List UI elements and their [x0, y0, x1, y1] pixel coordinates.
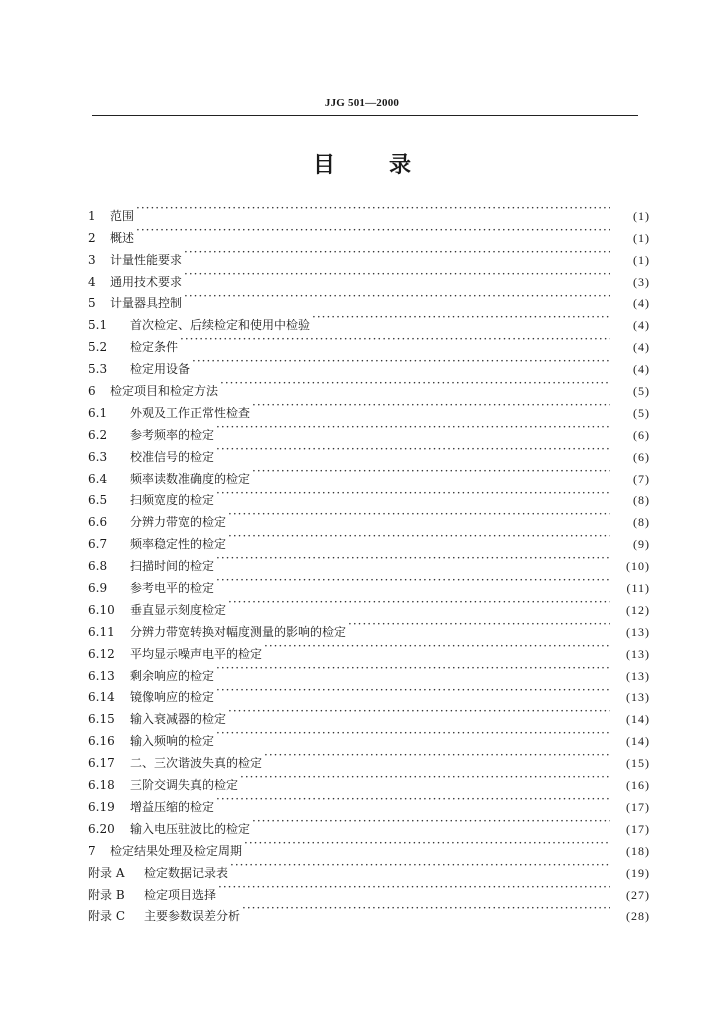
toc-leader-dots	[250, 461, 610, 483]
toc-entry-label: 主要参数误差分析	[144, 909, 241, 924]
toc-entry-number: 6.14	[88, 690, 115, 705]
toc-entry-page: (11)	[626, 581, 650, 596]
toc-entry-label: 检定用设备	[130, 362, 191, 377]
toc-entry-number: 6.3	[88, 449, 108, 464]
toc-leader-dots	[182, 286, 610, 308]
toc-entry-label: 频率稳定性的检定	[130, 537, 227, 552]
toc-entry-page: (15)	[626, 756, 650, 771]
toc-entry-page: (28)	[626, 909, 650, 924]
toc-entry-number: 6.6	[88, 515, 108, 530]
toc-entry-page: (14)	[626, 712, 650, 727]
toc-entry-page: (12)	[626, 602, 650, 617]
toc-entry-page: (19)	[626, 865, 650, 880]
toc-entry-label: 二、三次谐波失真的检定	[130, 756, 263, 771]
toc-entry-label: 计量性能要求	[110, 252, 183, 267]
toc-entry-number: 6.1	[88, 405, 108, 420]
toc-entry-number: 6.11	[88, 624, 115, 639]
table-of-contents	[88, 198, 650, 924]
toc-leader-dots	[250, 395, 610, 417]
toc-entry-page: (1)	[633, 252, 650, 267]
toc-entry-label: 三阶交调失真的检定	[130, 778, 239, 793]
toc-entry-page: (4)	[633, 296, 650, 311]
toc-entry-page: (4)	[633, 362, 650, 377]
toc-entry-label: 分辨力带宽的检定	[130, 515, 227, 530]
toc-entry-label: 参考频率的检定	[130, 427, 215, 442]
toc-entry[interactable]	[88, 242, 650, 267]
toc-entry-page: (4)	[633, 318, 650, 333]
toc-leader-dots	[214, 439, 610, 461]
toc-entry-page: (13)	[626, 646, 650, 661]
toc-entry-number: 5	[88, 296, 96, 311]
toc-entry[interactable]	[88, 220, 650, 245]
toc-leader-dots	[346, 614, 610, 636]
toc-entry-page: (6)	[633, 427, 650, 442]
toc-leader-dots	[134, 198, 610, 220]
document-header: JJG 501—2000	[324, 97, 400, 109]
toc-entry-label: 平均显示噪声电平的检定	[130, 646, 263, 661]
toc-entry-label: 镜像响应的检定	[130, 690, 215, 705]
toc-entry-label: 首次检定、后续检定和使用中检验	[130, 318, 311, 333]
toc-leader-dots	[214, 548, 610, 570]
toc-leader-dots	[226, 526, 610, 548]
toc-leader-dots	[226, 592, 610, 614]
toc-entry-number: 附录 C	[88, 909, 125, 924]
toc-entry-label: 计量器具控制	[110, 296, 183, 311]
toc-title-char-2: 录	[389, 153, 412, 178]
toc-entry-page: (10)	[626, 559, 650, 574]
toc-leader-dots	[178, 329, 610, 351]
toc-entry-number: 5.2	[88, 340, 108, 355]
toc-entry-label: 检定项目选择	[144, 887, 217, 902]
toc-entry-label: 外观及工作正常性检查	[130, 405, 251, 420]
toc-entry-number: 6.7	[88, 537, 108, 552]
toc-entry[interactable]	[88, 198, 650, 223]
toc-leader-dots	[240, 899, 610, 921]
toc-entry-label: 校准信号的检定	[130, 449, 215, 464]
toc-entry-label: 检定结果处理及检定周期	[110, 843, 243, 858]
toc-entry-number: 6.18	[88, 778, 115, 793]
toc-entry-number: 6.5	[88, 493, 108, 508]
toc-entry-number: 6.2	[88, 427, 108, 442]
toc-leader-dots	[214, 483, 610, 505]
toc-entry-page: (17)	[626, 799, 650, 814]
toc-entry-page: (13)	[626, 668, 650, 683]
toc-entry-label: 剩余响应的检定	[130, 668, 215, 683]
toc-entry-page: (18)	[626, 843, 650, 858]
toc-entry-number: 附录 A	[88, 865, 125, 880]
toc-leader-dots	[182, 242, 610, 264]
toc-entry-page: (27)	[626, 887, 650, 902]
toc-entry-number: 6.12	[88, 646, 115, 661]
toc-entry-number: 1	[88, 208, 96, 223]
toc-leader-dots	[214, 417, 610, 439]
toc-entry-number: 6.9	[88, 581, 108, 596]
toc-entry-page: (13)	[626, 690, 650, 705]
toc-entry-label: 范围	[110, 208, 135, 223]
toc-entry-page: (8)	[633, 493, 650, 508]
toc-entry-label: 输入电压驻波比的检定	[130, 821, 251, 836]
toc-entry-page: (5)	[633, 384, 650, 399]
toc-entry-label: 通用技术要求	[110, 274, 183, 289]
toc-entry-label: 分辨力带宽转换对幅度测量的影响的检定	[130, 624, 347, 639]
toc-leader-dots	[134, 220, 610, 242]
toc-entry-number: 6.17	[88, 756, 115, 771]
toc-leader-dots	[214, 789, 610, 811]
toc-entry-label: 扫描时间的检定	[130, 559, 215, 574]
toc-entry-label: 输入频响的检定	[130, 734, 215, 749]
toc-entry-page: (6)	[633, 449, 650, 464]
toc-entry-label: 参考电平的检定	[130, 581, 215, 596]
toc-title	[0, 148, 724, 179]
toc-entry-label: 检定条件	[130, 340, 179, 355]
toc-entry-number: 3	[88, 252, 96, 267]
toc-entry-label: 概述	[110, 230, 135, 245]
toc-entry-number: 5.3	[88, 362, 108, 377]
toc-leader-dots	[238, 767, 610, 789]
toc-entry-page: (4)	[633, 340, 650, 355]
toc-leader-dots	[190, 351, 610, 373]
toc-entry-page: (1)	[633, 230, 650, 245]
toc-entry-number: 6.13	[88, 668, 115, 683]
toc-entry-number: 6.4	[88, 471, 108, 486]
toc-leader-dots	[262, 636, 610, 658]
toc-entry-label: 频率读数准确度的检定	[130, 471, 251, 486]
toc-entry-page: (14)	[626, 734, 650, 749]
toc-leader-dots	[262, 745, 610, 767]
toc-entry-page: (8)	[633, 515, 650, 530]
toc-entry-page: (9)	[633, 537, 650, 552]
toc-entry-page: (17)	[626, 821, 650, 836]
toc-leader-dots	[214, 570, 610, 592]
toc-entry-number: 6.15	[88, 712, 115, 727]
toc-leader-dots	[250, 811, 610, 833]
toc-entry-label: 检定数据记录表	[144, 865, 229, 880]
toc-entry-number: 6.8	[88, 559, 108, 574]
header-rule	[92, 115, 638, 116]
toc-entry-label: 增益压缩的检定	[130, 799, 215, 814]
toc-entry-number: 6.19	[88, 799, 115, 814]
toc-leader-dots	[226, 701, 610, 723]
toc-leader-dots	[214, 658, 610, 680]
toc-entry-number: 6.20	[88, 821, 115, 836]
toc-leader-dots	[310, 307, 610, 329]
toc-entry-page: (7)	[633, 471, 650, 486]
toc-leader-dots	[216, 877, 610, 899]
toc-leader-dots	[214, 680, 610, 702]
toc-entry-page: (16)	[626, 778, 650, 793]
toc-entry-page: (13)	[626, 624, 650, 639]
toc-entry-number: 5.1	[88, 318, 108, 333]
toc-entry-number: 6.10	[88, 602, 115, 617]
toc-title-char-1: 目	[312, 153, 335, 178]
toc-entry-number: 6	[88, 384, 96, 399]
toc-entry-label: 扫频宽度的检定	[130, 493, 215, 508]
toc-entry-number: 2	[88, 230, 96, 245]
toc-leader-dots	[242, 833, 610, 855]
toc-leader-dots	[218, 373, 610, 395]
toc-entry-number: 附录 B	[88, 887, 125, 902]
toc-leader-dots	[228, 855, 610, 877]
toc-entry-page: (3)	[633, 274, 650, 289]
toc-entry-page: (5)	[633, 405, 650, 420]
toc-leader-dots	[226, 504, 610, 526]
toc-leader-dots	[214, 723, 610, 745]
toc-entry-label: 检定项目和检定方法	[110, 384, 219, 399]
toc-entry-label: 输入衰减器的检定	[130, 712, 227, 727]
toc-entry-page: (1)	[633, 208, 650, 223]
toc-entry-number: 7	[88, 843, 96, 858]
toc-entry-number: 6.16	[88, 734, 115, 749]
toc-entry-label: 垂直显示刻度检定	[130, 602, 227, 617]
toc-entry-number: 4	[88, 274, 96, 289]
toc-leader-dots	[182, 264, 610, 286]
